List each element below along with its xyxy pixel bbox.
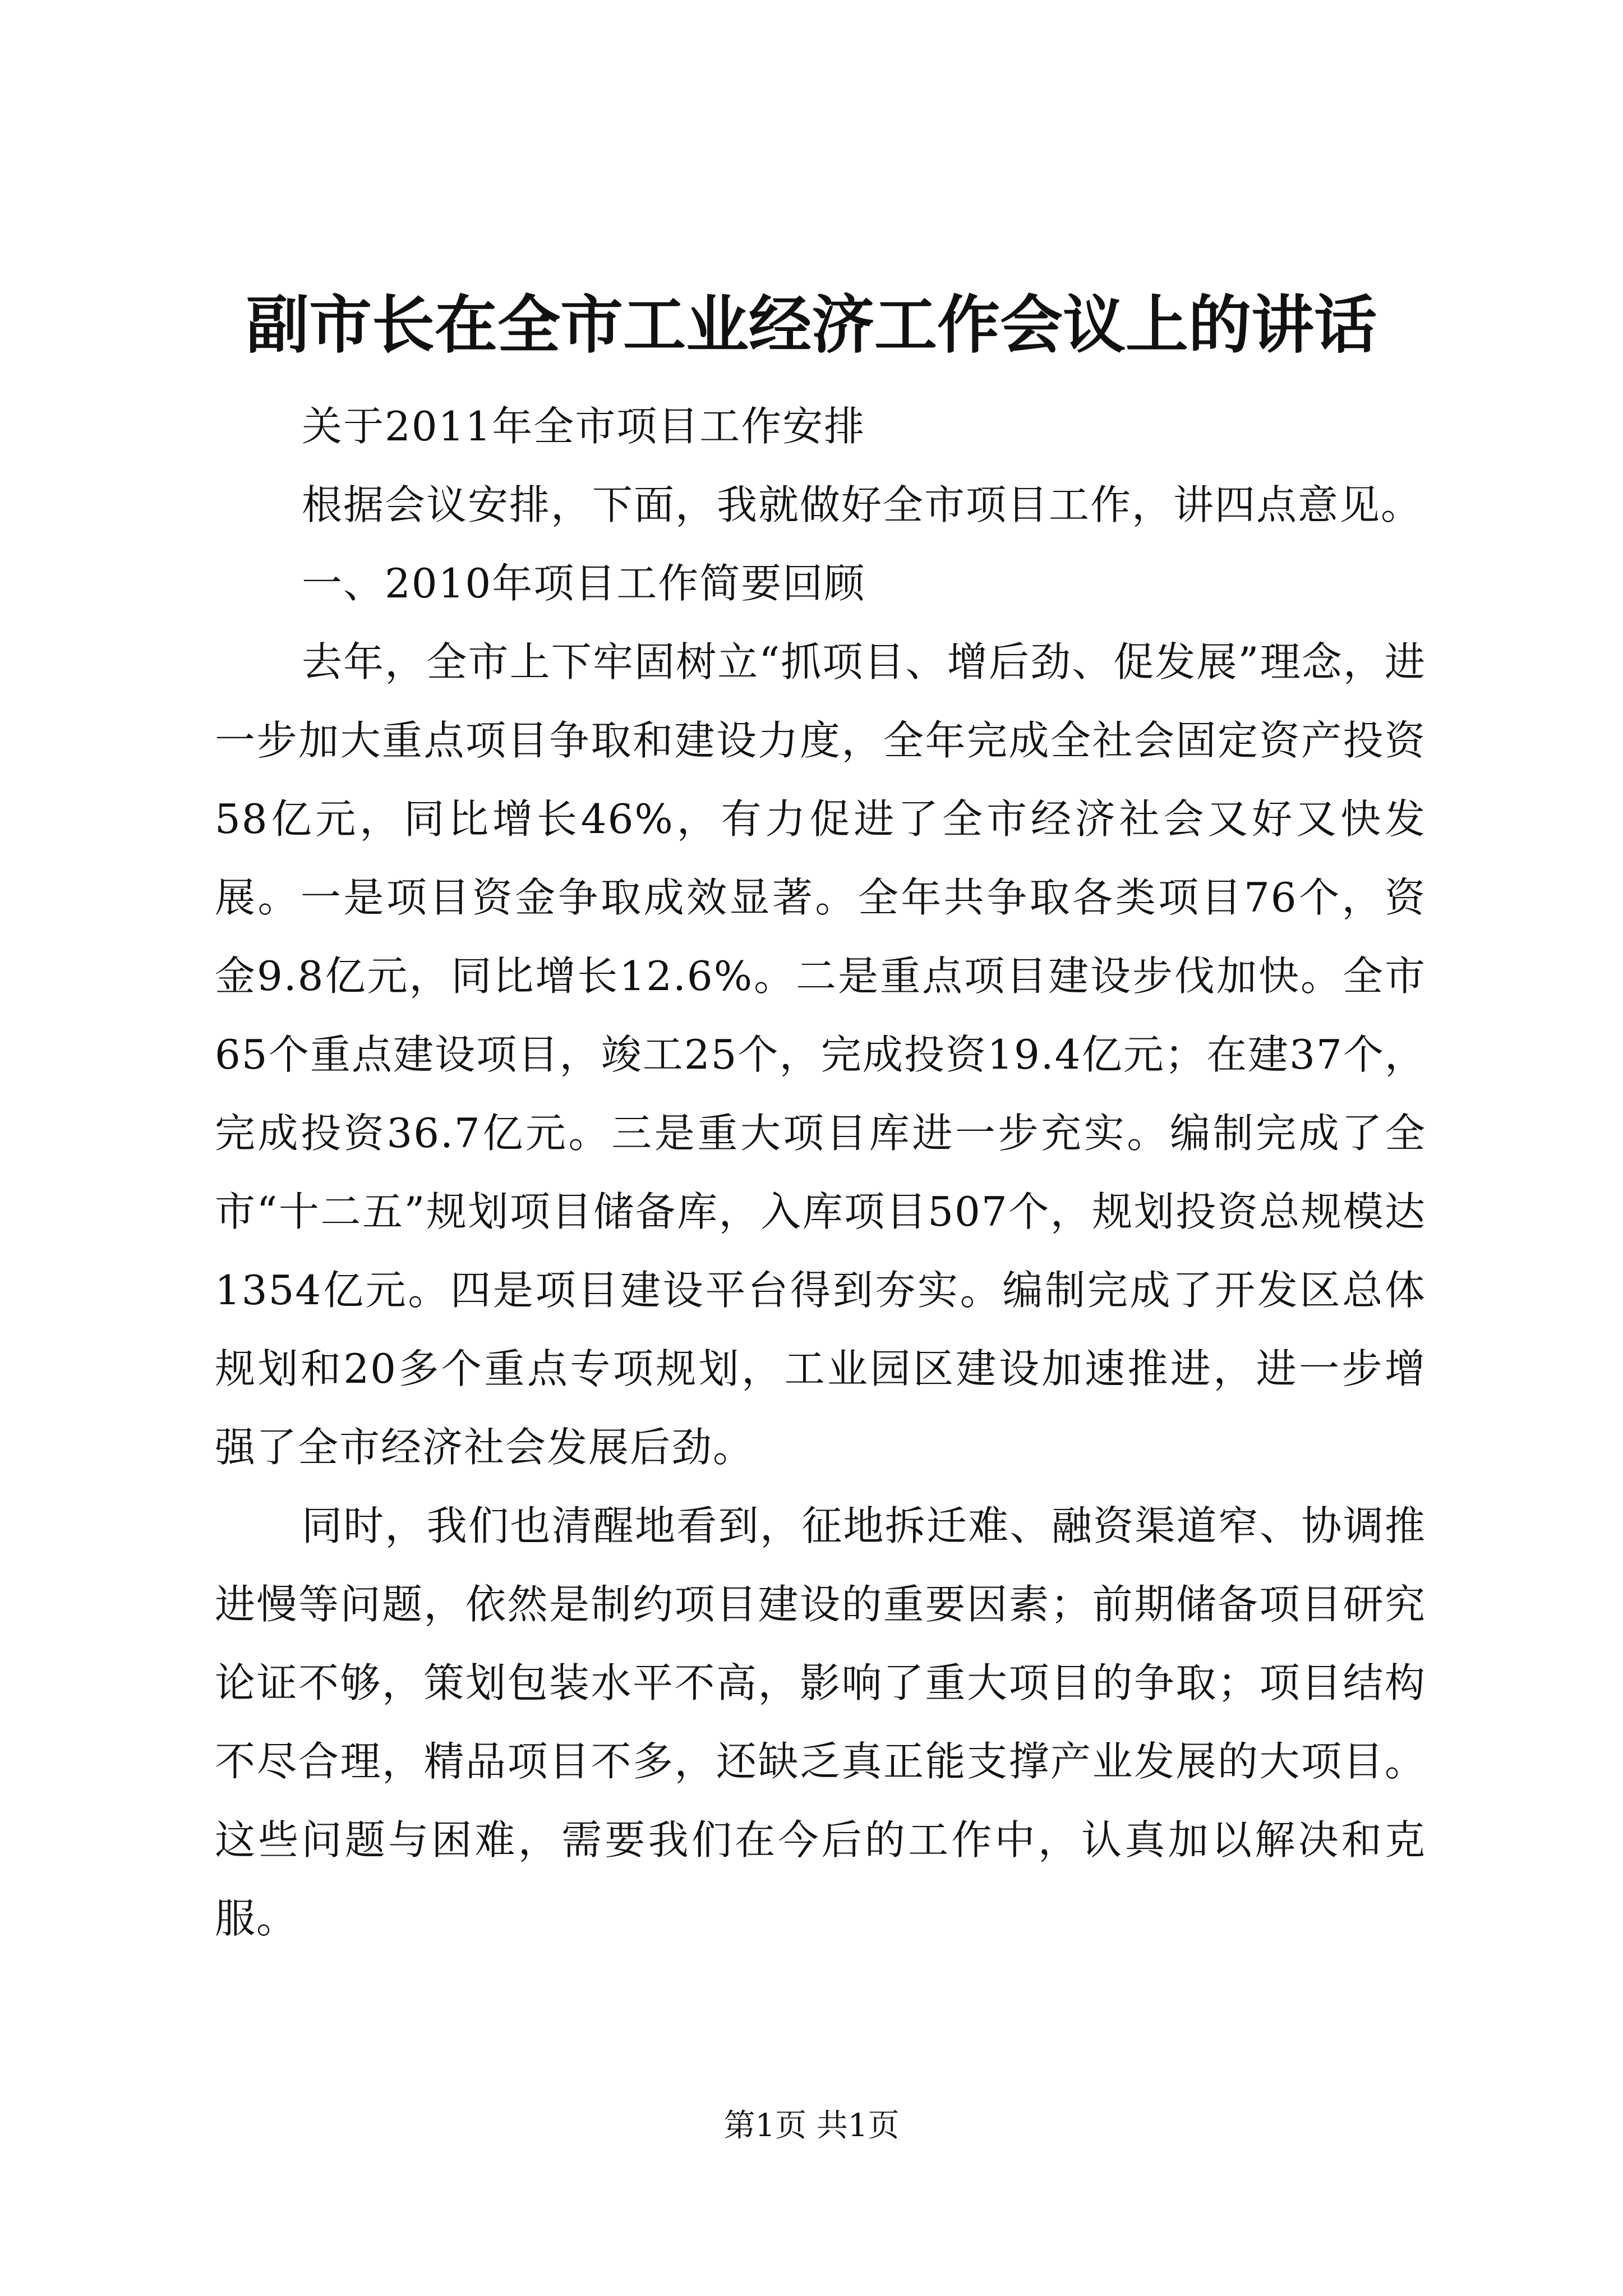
subtitle-paragraph: 关于2011年全市项目工作安排 — [302, 403, 866, 450]
review-paragraph: 去年，全市上下牢固树立“抓项目、增后劲、促发展”理念，进一步加大重点项目争取和建设力度，全年完成全社会固定资产投资58亿元，同比增长46%，有力促进了全市经济社会又好又快发展。一是项目资金争取成效显著。全年共争取各类项目76个，资金9.8亿元，同比增长12.6%。二是重点项目建设步伐加快。全市65个重点建设项目，竣工25个，完成投资19.4亿元；在建37个，完成投资36.7亿元。三是重大项目库进一步充实。编制完成了全市“十二五”规划项目储备库，入库项目507个，规划投资总规模达1354亿元。四是项目建设平台得到夯实。编制完成了开发区总体规划和20多个重点专项规划，工业园区建设加速推进，进一步增强了全市经济社会发展后劲。 — [215, 638, 1426, 1471]
intro-paragraph: 根据会议安排，下面，我就做好全市项目工作，讲四点意见。 — [302, 481, 1423, 528]
page-footer: 第1页 共1页 — [723, 2108, 900, 2144]
document-body — [215, 387, 1426, 1958]
document-title: 副市长在全市工业经济工作会议上的讲话 — [246, 289, 1377, 362]
section-heading: 一、2010年项目工作简要回顾 — [302, 560, 866, 607]
problems-paragraph: 同时，我们也清醒地看到，征地拆迁难、融资渠道窄、协调推进慢等问题，依然是制约项目建设的重要因素；前期储备项目研究论证不够，策划包装水平不高，影响了重大项目的争取；项目结构不尽合理，精品项目不多，还缺乏真正能支撑产业发展的大项目。这些问题与困难，需要我们在今后的工作中，认真加以解决和克服。 — [215, 1502, 1426, 1942]
